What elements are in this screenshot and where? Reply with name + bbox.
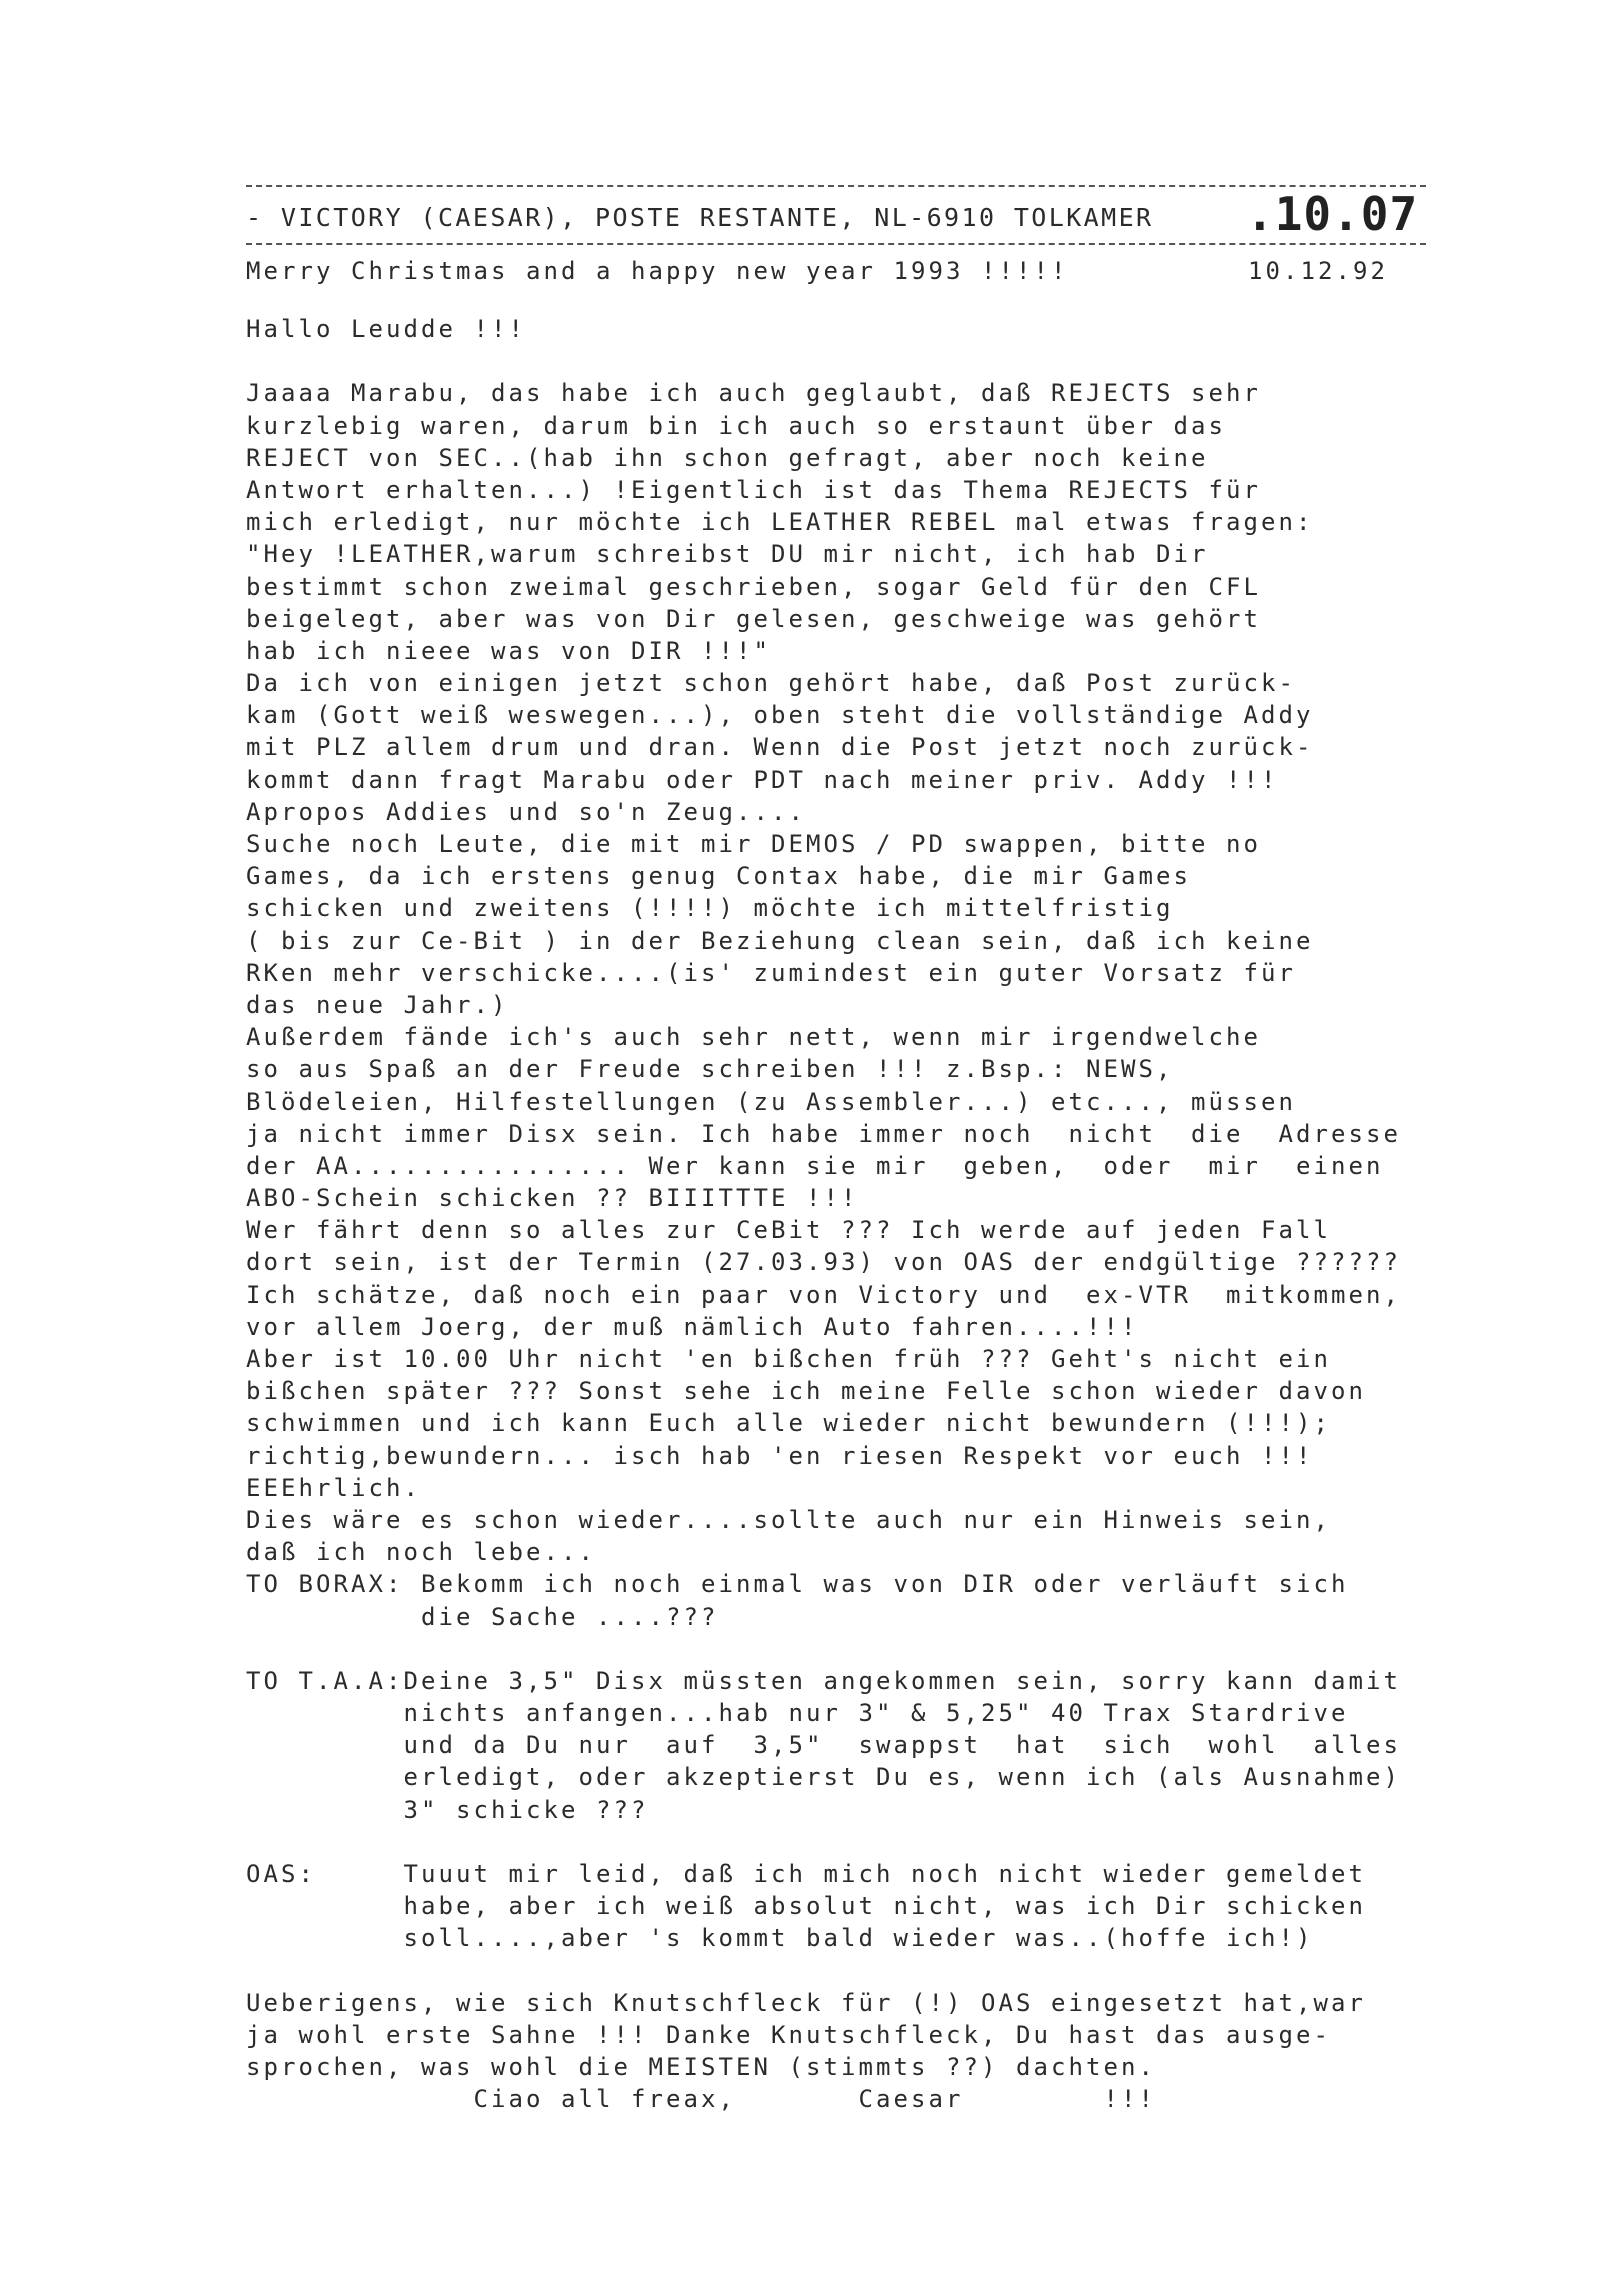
text-line: bestimmt schon zweimal geschrieben, sogar Geld für den CFL <box>246 572 1261 601</box>
taa-paragraph <box>246 1665 1546 1826</box>
text-line: Dies wäre es schon wieder....sollte auch nur ein Hinweis sein, <box>246 1505 1331 1534</box>
text-line: kurzlebig waren, darum bin ich auch so erstaunt über das <box>246 411 1226 440</box>
sender-address: - VICTORY (CAESAR), POSTE RESTANTE, NL-6910 TOLKAMER <box>246 203 1154 232</box>
issue-number: .10.07 <box>1246 187 1419 241</box>
text-line: kam (Gott weiß weswegen...), oben steht die vollständige Addy <box>246 701 1314 730</box>
text-line: die Sache ....??? <box>246 1602 719 1631</box>
text-line: RKen mehr verschicke....(is' zumindest ein guter Vorsatz für <box>246 958 1296 987</box>
text-line: das neue Jahr.) <box>246 990 509 1019</box>
text-line: soll....,aber 's kommt bald wieder was..(hoffe ich!) <box>246 1924 1314 1953</box>
text-line: Da ich von einigen jetzt schon gehört habe, daß Post zurück- <box>246 669 1296 698</box>
text-line: bißchen später ??? Sonst sehe ich meine Felle schon wieder davon <box>246 1377 1366 1406</box>
text-line: Blödeleien, Hilfestellungen (zu Assembler...) etc..., müssen <box>246 1087 1296 1116</box>
text-line: TO T.A.A:Deine 3,5" Disx müssten angekommen sein, sorry kann damit <box>246 1666 1401 1695</box>
text-line: Suche noch Leute, die mit mir DEMOS / PD swappen, bitte no <box>246 830 1261 858</box>
letter-date: 10.12.92 <box>1248 257 1388 285</box>
text-line: daß ich noch lebe... <box>246 1538 596 1567</box>
text-line: Games, da ich erstens genug Contax habe, die mir Games <box>246 862 1191 891</box>
text-line: Jaaaa Marabu, das habe ich auch geglaubt, daß REJECTS sehr <box>246 379 1261 408</box>
text-line: Ciao all freax, Caesar !!! <box>246 2085 1156 2114</box>
text-line: REJECT von SEC..(hab ihn schon gefragt, aber noch keine <box>246 443 1209 472</box>
text-line: kommt dann fragt Marabu oder PDT nach meiner priv. Addy !!! <box>246 765 1279 794</box>
text-line: schicken und zweitens (!!!!) möchte ich mittelfristig <box>246 894 1174 923</box>
text-line: 3" schicke ??? <box>246 1795 649 1824</box>
text-line: ABO-Schein schicken ?? BIIITTTE !!! <box>246 1184 859 1213</box>
text-line: beigelegt, aber was von Dir gelesen, geschweige was gehört <box>246 604 1261 633</box>
text-line: OAS: Tuuut mir leid, daß ich mich noch nicht wieder gemeldet <box>246 1860 1366 1888</box>
text-line: Aber ist 10.00 Uhr nicht 'en bißchen früh ??? Geht's nicht ein <box>246 1345 1331 1373</box>
text-line: TO BORAX: Bekomm ich noch einmal was von DIR oder verläuft sich <box>246 1570 1349 1599</box>
closing-paragraph <box>246 1987 1546 2116</box>
letter-header <box>246 187 1546 243</box>
text-line: EEEhrlich. <box>246 1473 421 1502</box>
main-paragraph <box>246 377 1546 1632</box>
text-line: Ich schätze, daß noch ein paar von Victory und ex-VTR mitkommen, <box>246 1280 1401 1309</box>
text-line: Ueberigens, wie sich Knutschfleck für (!) OAS eingesetzt hat,war <box>246 1988 1366 2017</box>
greeting-text: Merry Christmas and a happy new year 1993 !!!!! <box>246 257 1069 285</box>
text-line: habe, aber ich weiß absolut nicht, was ich Dir schicken <box>246 1892 1366 1921</box>
text-line: richtig,bewundern... isch hab 'en riesen Respekt vor euch !!! <box>246 1441 1314 1470</box>
oas-paragraph <box>246 1858 1546 1955</box>
text-line: und da Du nur auf 3,5" swappst hat sich wohl alles <box>246 1731 1401 1760</box>
text-line: sprochen, was wohl die MEISTEN (stimmts ??) dachten. <box>246 2053 1156 2082</box>
text-line: Apropos Addies und so'n Zeug.... <box>246 797 806 826</box>
text-line: Antwort erhalten...) !Eigentlich ist das Thema REJECTS für <box>246 475 1261 504</box>
text-line: dort sein, ist der Termin (27.03.93) von OAS der endgültige ?????? <box>246 1248 1401 1277</box>
text-line: so aus Spaß an der Freude schreiben !!! z.Bsp.: NEWS, <box>246 1055 1174 1084</box>
text-line: ja wohl erste Sahne !!! Danke Knutschfleck, Du hast das ausge- <box>246 2020 1331 2049</box>
text-line: Außerdem fände ich's auch sehr nett, wenn mir irgendwelche <box>246 1023 1261 1052</box>
text-line: ( bis zur Ce-Bit ) in der Beziehung clean sein, daß ich keine <box>246 926 1314 955</box>
salutation: Hallo Leudde !!! <box>246 315 526 343</box>
greeting-row <box>246 245 1546 297</box>
text-line: erledigt, oder akzeptierst Du es, wenn ich (als Ausnahme) <box>246 1763 1401 1792</box>
text-line: schwimmen und ich kann Euch alle wieder nicht bewundern (!!!); <box>246 1409 1331 1438</box>
text-line: hab ich nieee was von DIR !!!" <box>246 636 771 665</box>
letter-page <box>246 185 1546 2116</box>
text-line: "Hey !LEATHER,warum schreibst DU mir nicht, ich hab Dir <box>246 540 1209 569</box>
text-line: mich erledigt, nur möchte ich LEATHER REBEL mal etwas fragen: <box>246 508 1314 537</box>
text-line: der AA................ Wer kann sie mir geben, oder mir einen <box>246 1151 1384 1180</box>
text-line: ja nicht immer Disx sein. Ich habe immer noch nicht die Adresse <box>246 1119 1401 1148</box>
text-line: nichts anfangen...hab nur 3" & 5,25" 40 Trax Stardrive <box>246 1699 1349 1728</box>
text-line: mit PLZ allem drum und dran. Wenn die Post jetzt noch zurück- <box>246 733 1314 762</box>
text-line: Wer fährt denn so alles zur CeBit ??? Ich werde auf jeden Fall <box>246 1216 1331 1245</box>
text-line: vor allem Joerg, der muß nämlich Auto fahren....!!! <box>246 1312 1139 1341</box>
